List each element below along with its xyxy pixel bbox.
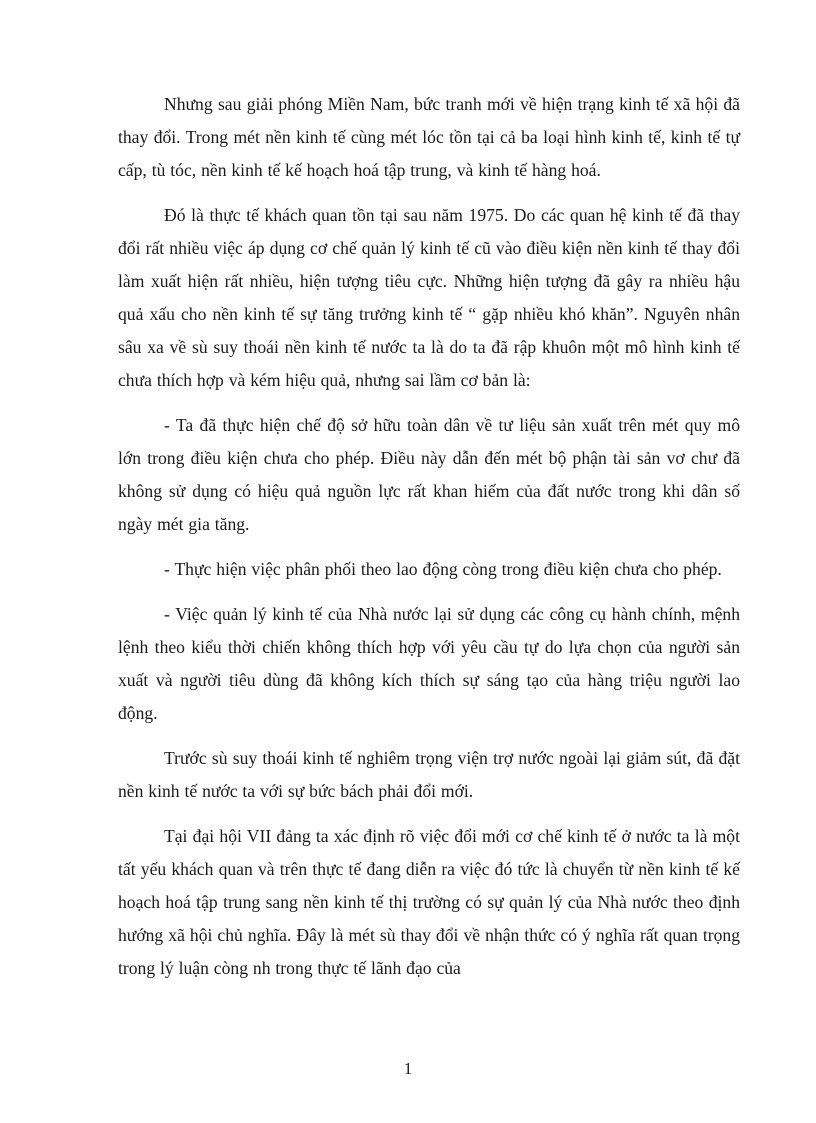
paragraph-6: Trước sù suy thoái kinh tế nghiêm trọng viện trợ nước ngoài lại giảm sút, đã đặt nền kinh tế nước ta với sự bức bách phải đổi mới. (118, 748, 740, 801)
page-number: 1 (403, 1059, 413, 1078)
document-body (118, 88, 740, 997)
paragraph-3: - Ta đã thực hiện chế độ sở hữu toàn dân về tư liệu sản xuất trên mét quy mô lớn trong điều kiện chưa cho phép. Điều này dẫn đến mét bộ phận tài sản vơ chư đã không sử dụng có hiệu quả nguồn lực rất khan hiếm của đất nước trong khi dân số ngày mét gia tăng. (118, 415, 740, 534)
paragraph-1: Nhưng sau giải phóng Miền Nam, bức tranh mới về hiện trạng kinh tế xã hội đã thay đổi. Trong mét nền kinh tế cùng mét lóc tồn tại cả ba loại hình kinh tế, kinh tế tự cấp, tù tóc, nền kinh tế kế hoạch hoá tập trung, và kinh tế hàng hoá. (118, 94, 740, 180)
paragraph-5: - Việc quản lý kinh tế của Nhà nước lại sử dụng các công cụ hành chính, mệnh lệnh theo kiểu thời chiến không thích hợp với yêu cầu tự do lựa chọn của người sản xuất và người tiêu dùng đã không kích thích sự sáng tạo của hàng triệu người lao động. (118, 604, 740, 723)
paragraph-2: Đó là thực tế khách quan tồn tại sau năm 1975. Do các quan hệ kinh tế đã thay đổi rất nhiều việc áp dụng cơ chế quản lý kinh tế cũ vào điều kiện nền kinh tế thay đổi làm xuất hiện rất nhiều, hiện tượng tiêu cực. Những hiện tượng đã gây ra nhiều hậu quả xấu cho nền kinh tế sự tăng trưởng kinh tế “ gặp nhiều khó khăn”. Nguyên nhân sâu xa về sù suy thoái nền kinh tế nước ta là do ta đã rập khuôn một mô hình kinh tế chưa thích hợp và kém hiệu quả, nhưng sai lầm cơ bản là: (118, 205, 740, 390)
paragraph-7: Tại đại hội VII đảng ta xác định rõ việc đổi mới cơ chế kinh tế ở nước ta là một tất yếu khách quan và trên thực tế đang diễn ra việc đó tức là chuyển từ nền kinh tế kế hoạch hoá tập trung sang nền kinh tế thị trường có sự quản lý của Nhà nước theo định hướng xã hội chủ nghĩa. Đây là mét sù thay đổi về nhận thức có ý nghĩa rất quan trọng trong lý luận còng nh trong thực tế lãnh đạo của (118, 826, 740, 978)
paragraph-4: - Thực hiện việc phân phối theo lao động còng trong điều kiện chưa cho phép. (164, 559, 722, 579)
